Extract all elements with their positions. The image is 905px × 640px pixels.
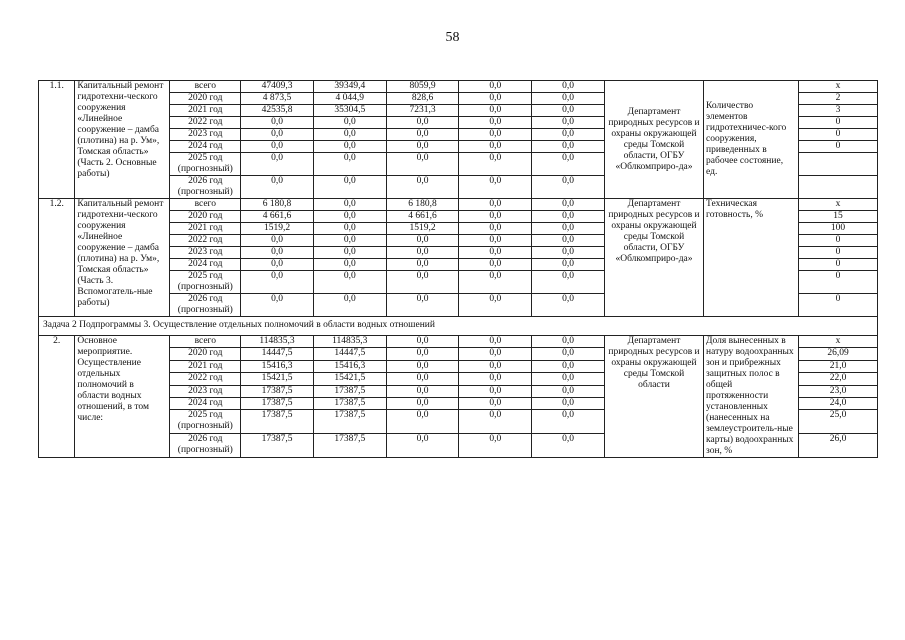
col1-cell: 0,0 [313, 141, 386, 153]
target-cell: 100 [799, 223, 878, 235]
col3-cell: 0,0 [459, 129, 532, 141]
total-cell: 4 661,6 [241, 211, 314, 223]
total-cell: 15421,5 [241, 373, 314, 385]
year-cell: всего [170, 81, 241, 93]
year-cell: 2023 год [170, 385, 241, 397]
col4-cell: 0,0 [532, 93, 605, 105]
col1-cell: 15416,3 [313, 360, 386, 372]
col1-cell: 0,0 [313, 223, 386, 235]
total-cell: 0,0 [241, 141, 314, 153]
col2-cell: 4 661,6 [386, 211, 459, 223]
col3-cell: 0,0 [459, 247, 532, 259]
target-cell: x [799, 336, 878, 348]
col2-cell: 0,0 [386, 410, 459, 434]
target-cell: 0 [799, 259, 878, 271]
col3-cell: 0,0 [459, 141, 532, 153]
col4-cell: 0,0 [532, 81, 605, 93]
year-cell: 2023 год [170, 129, 241, 141]
col3-cell: 0,0 [459, 336, 532, 348]
total-cell: 1519,2 [241, 223, 314, 235]
col1-cell: 39349,4 [313, 81, 386, 93]
col1-cell: 35304,5 [313, 105, 386, 117]
col3-cell: 0,0 [459, 117, 532, 129]
col3-cell: 0,0 [459, 235, 532, 247]
year-cell: 2026 год (прогнозный) [170, 434, 241, 458]
col3-cell: 0,0 [459, 211, 532, 223]
task-header: Задача 2 Подпрограммы 3. Осуществление отдельных полномочий в области водных отношений [39, 317, 878, 336]
total-cell: 0,0 [241, 176, 314, 199]
total-cell: 0,0 [241, 259, 314, 271]
col4-cell: 0,0 [532, 176, 605, 199]
col4-cell: 0,0 [532, 294, 605, 317]
total-cell: 17387,5 [241, 385, 314, 397]
year-cell: всего [170, 199, 241, 211]
target-cell: 3 [799, 105, 878, 117]
col4-cell: 0,0 [532, 141, 605, 153]
year-cell: всего [170, 336, 241, 348]
col1-cell: 114835,3 [313, 336, 386, 348]
col2-cell: 0,0 [386, 336, 459, 348]
executor-cell: Департамент природных ресурсов и охраны окружающей среды Томской области, ОГБУ «Облкомприро-да» [604, 199, 703, 317]
col2-cell: 0,0 [386, 141, 459, 153]
col3-cell: 0,0 [459, 259, 532, 271]
col1-cell: 14447,5 [313, 348, 386, 360]
col4-cell: 0,0 [532, 259, 605, 271]
total-cell: 4 873,5 [241, 93, 314, 105]
col2-cell: 828,6 [386, 93, 459, 105]
year-cell: 2022 год [170, 373, 241, 385]
target-cell [799, 176, 878, 199]
col4-cell: 0,0 [532, 373, 605, 385]
target-cell: 0 [799, 247, 878, 259]
col3-cell: 0,0 [459, 294, 532, 317]
target-cell: 24,0 [799, 398, 878, 410]
col1-cell: 0,0 [313, 153, 386, 176]
col1-cell: 4 044,9 [313, 93, 386, 105]
total-cell: 14447,5 [241, 348, 314, 360]
measure-name: Капитальный ремонт гидротехни-ческого сооружения «Линейное сооружение – дамба (плотина) на р. Ум», Томская область» (Часть 2. Основные работы) [75, 81, 170, 199]
col1-cell: 15421,5 [313, 373, 386, 385]
year-cell: 2024 год [170, 141, 241, 153]
col2-cell: 0,0 [386, 117, 459, 129]
col1-cell: 0,0 [313, 199, 386, 211]
col2-cell: 0,0 [386, 153, 459, 176]
total-cell: 17387,5 [241, 398, 314, 410]
target-cell: 15 [799, 211, 878, 223]
col3-cell: 0,0 [459, 199, 532, 211]
total-cell: 0,0 [241, 153, 314, 176]
col4-cell: 0,0 [532, 235, 605, 247]
total-cell: 47409,3 [241, 81, 314, 93]
executor-cell: Департамент природных ресурсов и охраны окружающей среды Томской области, ОГБУ «Облкомприро-да» [604, 81, 703, 199]
target-cell: 0 [799, 129, 878, 141]
year-cell: 2020 год [170, 348, 241, 360]
col2-cell: 0,0 [386, 259, 459, 271]
col3-cell: 0,0 [459, 271, 532, 294]
col2-cell: 7231,3 [386, 105, 459, 117]
col4-cell: 0,0 [532, 117, 605, 129]
item-number: 1.1. [39, 81, 75, 199]
col3-cell: 0,0 [459, 360, 532, 372]
measure-name: Капитальный ремонт гидротехни-ческого сооружения «Линейное сооружение – дамба (плотина) на р. Ум», Томская область» (Часть 3. Вспомогатель-ные работы) [75, 199, 170, 317]
col3-cell: 0,0 [459, 93, 532, 105]
year-cell: 2025 год (прогнозный) [170, 271, 241, 294]
col1-cell: 0,0 [313, 235, 386, 247]
program-table [38, 80, 878, 458]
target-cell: 21,0 [799, 360, 878, 372]
col2-cell: 0,0 [386, 348, 459, 360]
target-cell: 0 [799, 294, 878, 317]
col1-cell: 0,0 [313, 247, 386, 259]
measure-name: Основное мероприятие. Осуществление отдельных полномочий в области водных отношений, в том числе: [75, 336, 170, 458]
year-cell: 2026 год (прогнозный) [170, 176, 241, 199]
col4-cell: 0,0 [532, 247, 605, 259]
col4-cell: 0,0 [532, 398, 605, 410]
col3-cell: 0,0 [459, 373, 532, 385]
col1-cell: 0,0 [313, 129, 386, 141]
page-number: 58 [445, 30, 460, 45]
year-cell: 2021 год [170, 360, 241, 372]
target-cell: 23,0 [799, 385, 878, 397]
year-cell: 2023 год [170, 247, 241, 259]
col3-cell: 0,0 [459, 410, 532, 434]
col4-cell: 0,0 [532, 434, 605, 458]
col2-cell: 1519,2 [386, 223, 459, 235]
year-cell: 2025 год (прогнозный) [170, 153, 241, 176]
col4-cell: 0,0 [532, 410, 605, 434]
col1-cell: 17387,5 [313, 434, 386, 458]
task-header-row [39, 317, 878, 336]
executor-cell: Департамент природных ресурсов и охраны окружающей среды Томской области [604, 336, 703, 458]
col2-cell: 0,0 [386, 434, 459, 458]
col3-cell: 0,0 [459, 434, 532, 458]
col2-cell: 0,0 [386, 373, 459, 385]
indicator-cell: Доля вынесенных в натуру водоохранных зон и прибрежных защитных полос в общей протяженности установленных (нанесенных на землеустроитель-ные карты) водоохранных зон, % [704, 336, 799, 458]
col4-cell: 0,0 [532, 129, 605, 141]
col2-cell: 0,0 [386, 385, 459, 397]
total-cell: 17387,5 [241, 434, 314, 458]
col4-cell: 0,0 [532, 271, 605, 294]
total-cell: 0,0 [241, 271, 314, 294]
col4-cell: 0,0 [532, 223, 605, 235]
year-cell: 2024 год [170, 398, 241, 410]
target-cell: 26,0 [799, 434, 878, 458]
col1-cell: 0,0 [313, 211, 386, 223]
year-cell: 2022 год [170, 235, 241, 247]
target-cell: 0 [799, 271, 878, 294]
col1-cell: 17387,5 [313, 385, 386, 397]
item-number: 1.2. [39, 199, 75, 317]
col2-cell: 0,0 [386, 294, 459, 317]
col3-cell: 0,0 [459, 81, 532, 93]
year-cell: 2022 год [170, 117, 241, 129]
target-cell: x [799, 199, 878, 211]
col2-cell: 0,0 [386, 247, 459, 259]
col3-cell: 0,0 [459, 223, 532, 235]
year-cell: 2021 год [170, 223, 241, 235]
col1-cell: 0,0 [313, 271, 386, 294]
item-number: 2. [39, 336, 75, 458]
year-cell: 2025 год (прогнозный) [170, 410, 241, 434]
col3-cell: 0,0 [459, 398, 532, 410]
col3-cell: 0,0 [459, 385, 532, 397]
target-cell: 0 [799, 117, 878, 129]
col2-cell: 8059,9 [386, 81, 459, 93]
table-row [39, 336, 878, 348]
total-cell: 0,0 [241, 129, 314, 141]
target-cell: 25,0 [799, 410, 878, 434]
target-cell: 26,09 [799, 348, 878, 360]
col3-cell: 0,0 [459, 105, 532, 117]
col2-cell: 0,0 [386, 129, 459, 141]
target-cell [799, 153, 878, 176]
total-cell: 0,0 [241, 117, 314, 129]
table-row [39, 81, 878, 93]
total-cell: 0,0 [241, 247, 314, 259]
total-cell: 17387,5 [241, 410, 314, 434]
col1-cell: 0,0 [313, 294, 386, 317]
col2-cell: 6 180,8 [386, 199, 459, 211]
table-row [39, 199, 878, 211]
year-cell: 2020 год [170, 211, 241, 223]
col2-cell: 0,0 [386, 360, 459, 372]
total-cell: 0,0 [241, 294, 314, 317]
col1-cell: 0,0 [313, 259, 386, 271]
col4-cell: 0,0 [532, 153, 605, 176]
total-cell: 114835,3 [241, 336, 314, 348]
col1-cell: 0,0 [313, 176, 386, 199]
total-cell: 6 180,8 [241, 199, 314, 211]
col4-cell: 0,0 [532, 199, 605, 211]
indicator-cell: Техническая готовность, % [704, 199, 799, 317]
col4-cell: 0,0 [532, 336, 605, 348]
year-cell: 2021 год [170, 105, 241, 117]
total-cell: 15416,3 [241, 360, 314, 372]
col4-cell: 0,0 [532, 385, 605, 397]
year-cell: 2020 год [170, 93, 241, 105]
col1-cell: 0,0 [313, 117, 386, 129]
target-cell: 0 [799, 141, 878, 153]
col2-cell: 0,0 [386, 176, 459, 199]
col3-cell: 0,0 [459, 348, 532, 360]
target-cell: 0 [799, 235, 878, 247]
col1-cell: 17387,5 [313, 398, 386, 410]
col4-cell: 0,0 [532, 360, 605, 372]
target-cell: 2 [799, 93, 878, 105]
col4-cell: 0,0 [532, 348, 605, 360]
col1-cell: 17387,5 [313, 410, 386, 434]
indicator-cell: Количество элементов гидротехничес-кого сооружения, приведенных в рабочее состояние, ед. [704, 81, 799, 199]
col3-cell: 0,0 [459, 176, 532, 199]
col2-cell: 0,0 [386, 271, 459, 294]
col2-cell: 0,0 [386, 398, 459, 410]
target-cell: 22,0 [799, 373, 878, 385]
col4-cell: 0,0 [532, 211, 605, 223]
col2-cell: 0,0 [386, 235, 459, 247]
year-cell: 2024 год [170, 259, 241, 271]
total-cell: 0,0 [241, 235, 314, 247]
target-cell: x [799, 81, 878, 93]
col3-cell: 0,0 [459, 153, 532, 176]
total-cell: 42535,8 [241, 105, 314, 117]
year-cell: 2026 год (прогнозный) [170, 294, 241, 317]
col4-cell: 0,0 [532, 105, 605, 117]
